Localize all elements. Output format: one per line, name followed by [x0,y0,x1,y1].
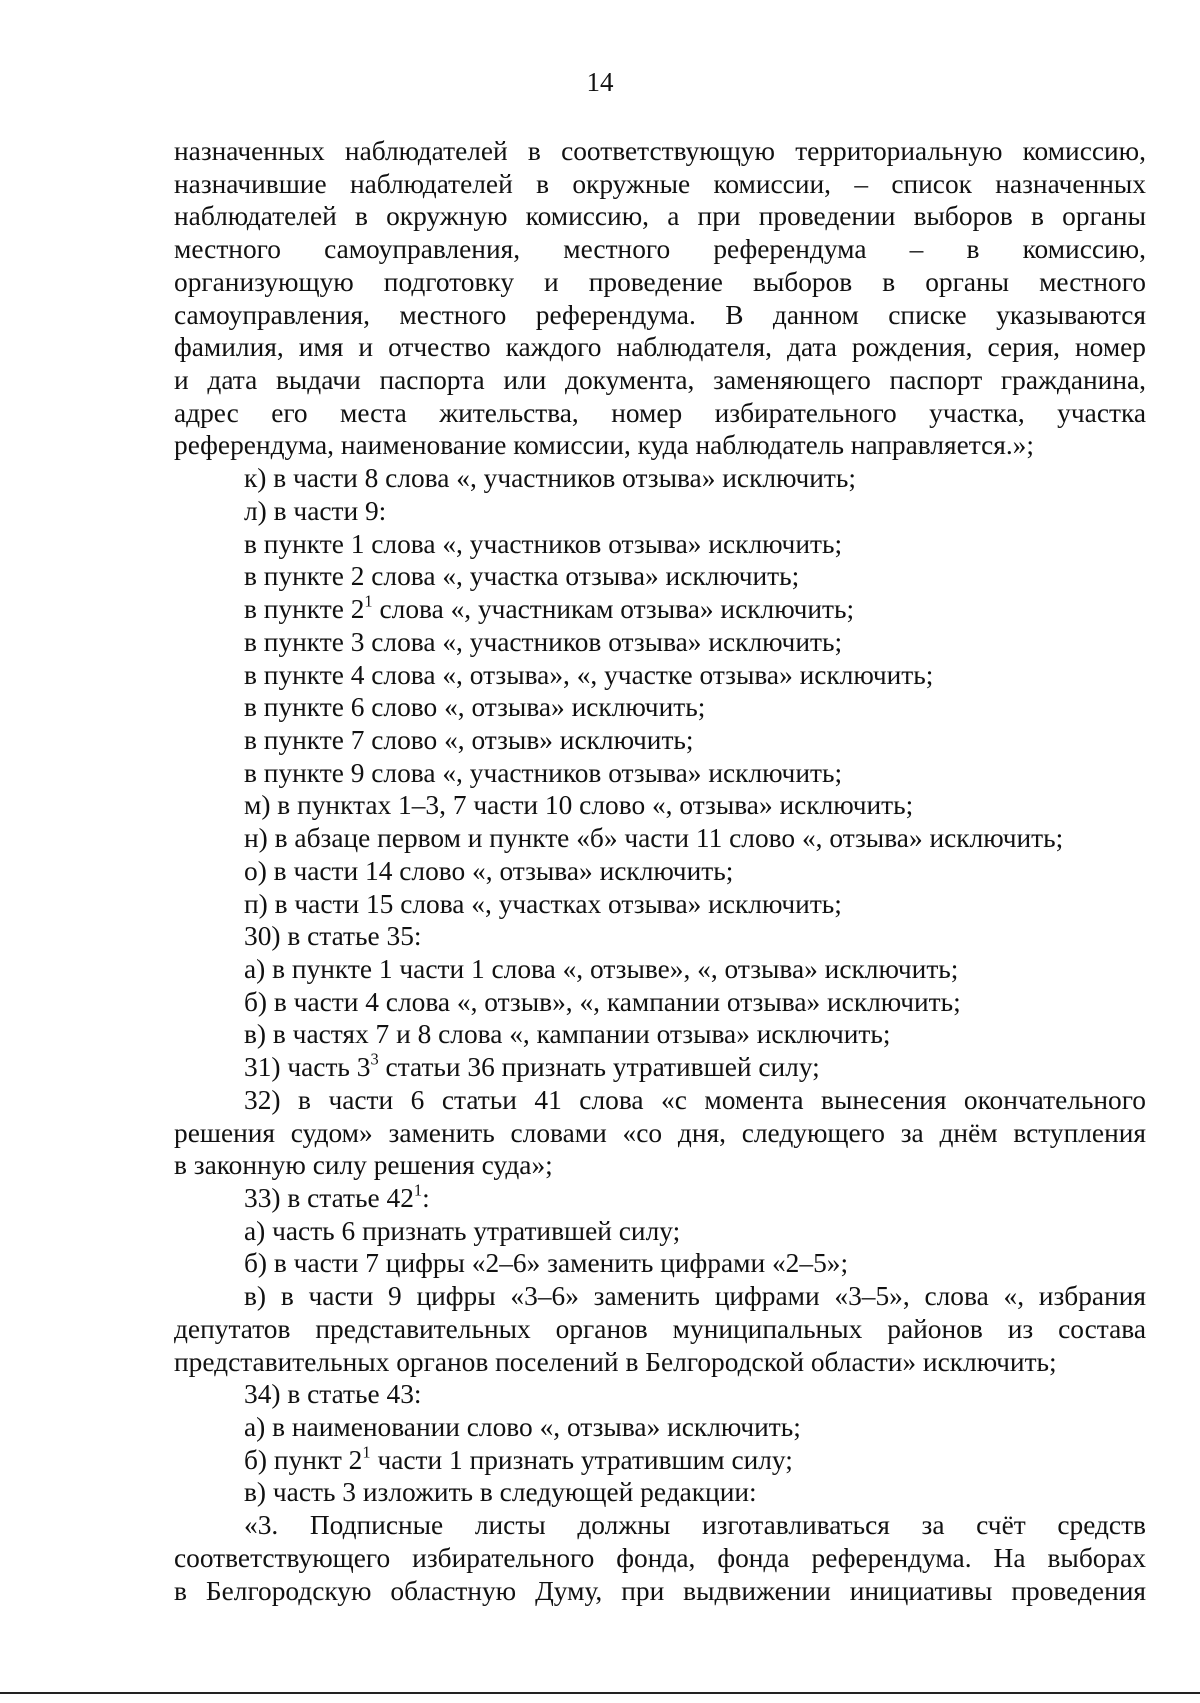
text-line: в пункте 3 слова «, участников отзыва» исключить; [244,626,843,657]
text-line: к) в части 8 слова «, участников отзыва» исключить; [244,463,856,494]
text-line: представительных органов поселений в Белгородской области» исключить; [174,1346,1057,1377]
text-line: м) в пунктах 1–3, 7 части 10 слово «, отзыва» исключить; [244,790,914,821]
text-line: назначившие наблюдателей в окружные комиссии, – список назначенных [174,168,1146,199]
text-line: а) в пункте 1 части 1 слова «, отзыве», «, отзыва» исключить; [244,953,959,984]
text-line: решения судом» заменить словами «со дня, следующего за днём вступления [174,1117,1146,1148]
superscript: 1 [364,591,373,611]
text-line: в пункте 6 слово «, отзыва» исключить; [244,692,706,723]
text-line: н) в абзаце первом и пункте «б» части 11 слово «, отзыва» исключить; [244,823,1064,854]
text-line: в пункте 9 слова «, участников отзыва» исключить; [244,757,843,788]
text-line: назначенных наблюдателей в соответствующую территориальную комиссию, [174,136,1146,166]
text-line: 33) в статье $42^1$: [244,1180,430,1213]
text-line: местного самоуправления, местного референдума – в комиссию, [174,234,1146,265]
text-line: а) в наименовании слово «, отзыва» исключить; [244,1412,801,1443]
text-line: адрес его места жительства, номер избирательного участка, участка [174,397,1146,428]
text-line: 31) часть $3^3$ статьи 36 признать утратившей силу; [244,1049,820,1083]
superscript: 3 [370,1049,379,1069]
text-line: л) в части 9: [244,495,387,526]
text-line: в пункте 7 слово «, отзыв» исключить; [244,724,694,755]
text-line: б) в части 7 цифры «2–6» заменить цифрами «2–5»; [244,1248,849,1279]
text-line: 34) в статье 43: [244,1379,422,1410]
text-line: и дата выдачи паспорта или документа, заменяющего паспорт гражданина, [174,365,1146,396]
text-line: 32) в части 6 статьи 41 слова «с момента вынесения окончательного [244,1084,1146,1115]
page-number: 14 [586,67,614,97]
text-line: референдума, наименование комиссии, куда наблюдатель направляется.»; [174,430,1034,461]
text-line: самоуправления, местного референдума. В данном списке указываются [174,299,1146,330]
text-line: о) в части 14 слово «, отзыва» исключить; [244,855,734,886]
text-line: депутатов представительных органов муниципальных районов из состава [174,1313,1146,1344]
text-line: соответствующего избирательного фонда, фонда референдума. На выборах [174,1542,1146,1573]
text-line: в Белгородскую областную Думу, при выдвижении инициативы проведения [174,1575,1146,1606]
text-line: наблюдателей в окружную комиссию, а при проведении выборов в органы [174,201,1146,232]
superscript: 1 [362,1442,371,1462]
text-line: п) в части 15 слова «, участках отзыва» исключить; [244,888,842,919]
body-text [174,135,1146,1607]
text-line: в) в частях 7 и 8 слова «, кампании отзыва» исключить; [244,1019,891,1050]
text-line: в пункте $2^1$ слова «, участникам отзыва» исключить; [244,591,855,625]
text-line: в пункте 1 слова «, участников отзыва» исключить; [244,528,843,559]
superscript: 1 [413,1180,423,1200]
text-line: б) в части 4 слова «, отзыв», «, кампании отзыва» исключить; [244,986,961,1017]
text-line: «3. Подписные листы должны изготавливаться за счёт средств [244,1510,1146,1541]
text-line: в пункте 4 слова «, отзыва», «, участке отзыва» исключить; [244,659,934,690]
text-line: 30) в статье 35: [244,921,422,952]
scan-bottom-rule [0,1692,1200,1694]
text-line: в) в части 9 цифры «3–6» заменить цифрами «3–5», слова «, избрания [244,1281,1146,1312]
text-line: б) пункт $2^1$ части 1 признать утратившим силу; [244,1442,793,1475]
text-line: организующую подготовку и проведение выборов в органы местного [174,266,1146,297]
text-line: в законную силу решения суда»; [174,1150,553,1181]
text-line: фамилия, имя и отчество каждого наблюдателя, дата рождения, серия, номер [174,332,1146,363]
text-line: а) часть 6 признать утратившей силу; [244,1215,681,1246]
text-line: в пункте 2 слова «, участка отзыва» исключить; [244,561,800,592]
text-line: в) часть 3 изложить в следующей редакции: [244,1477,757,1508]
